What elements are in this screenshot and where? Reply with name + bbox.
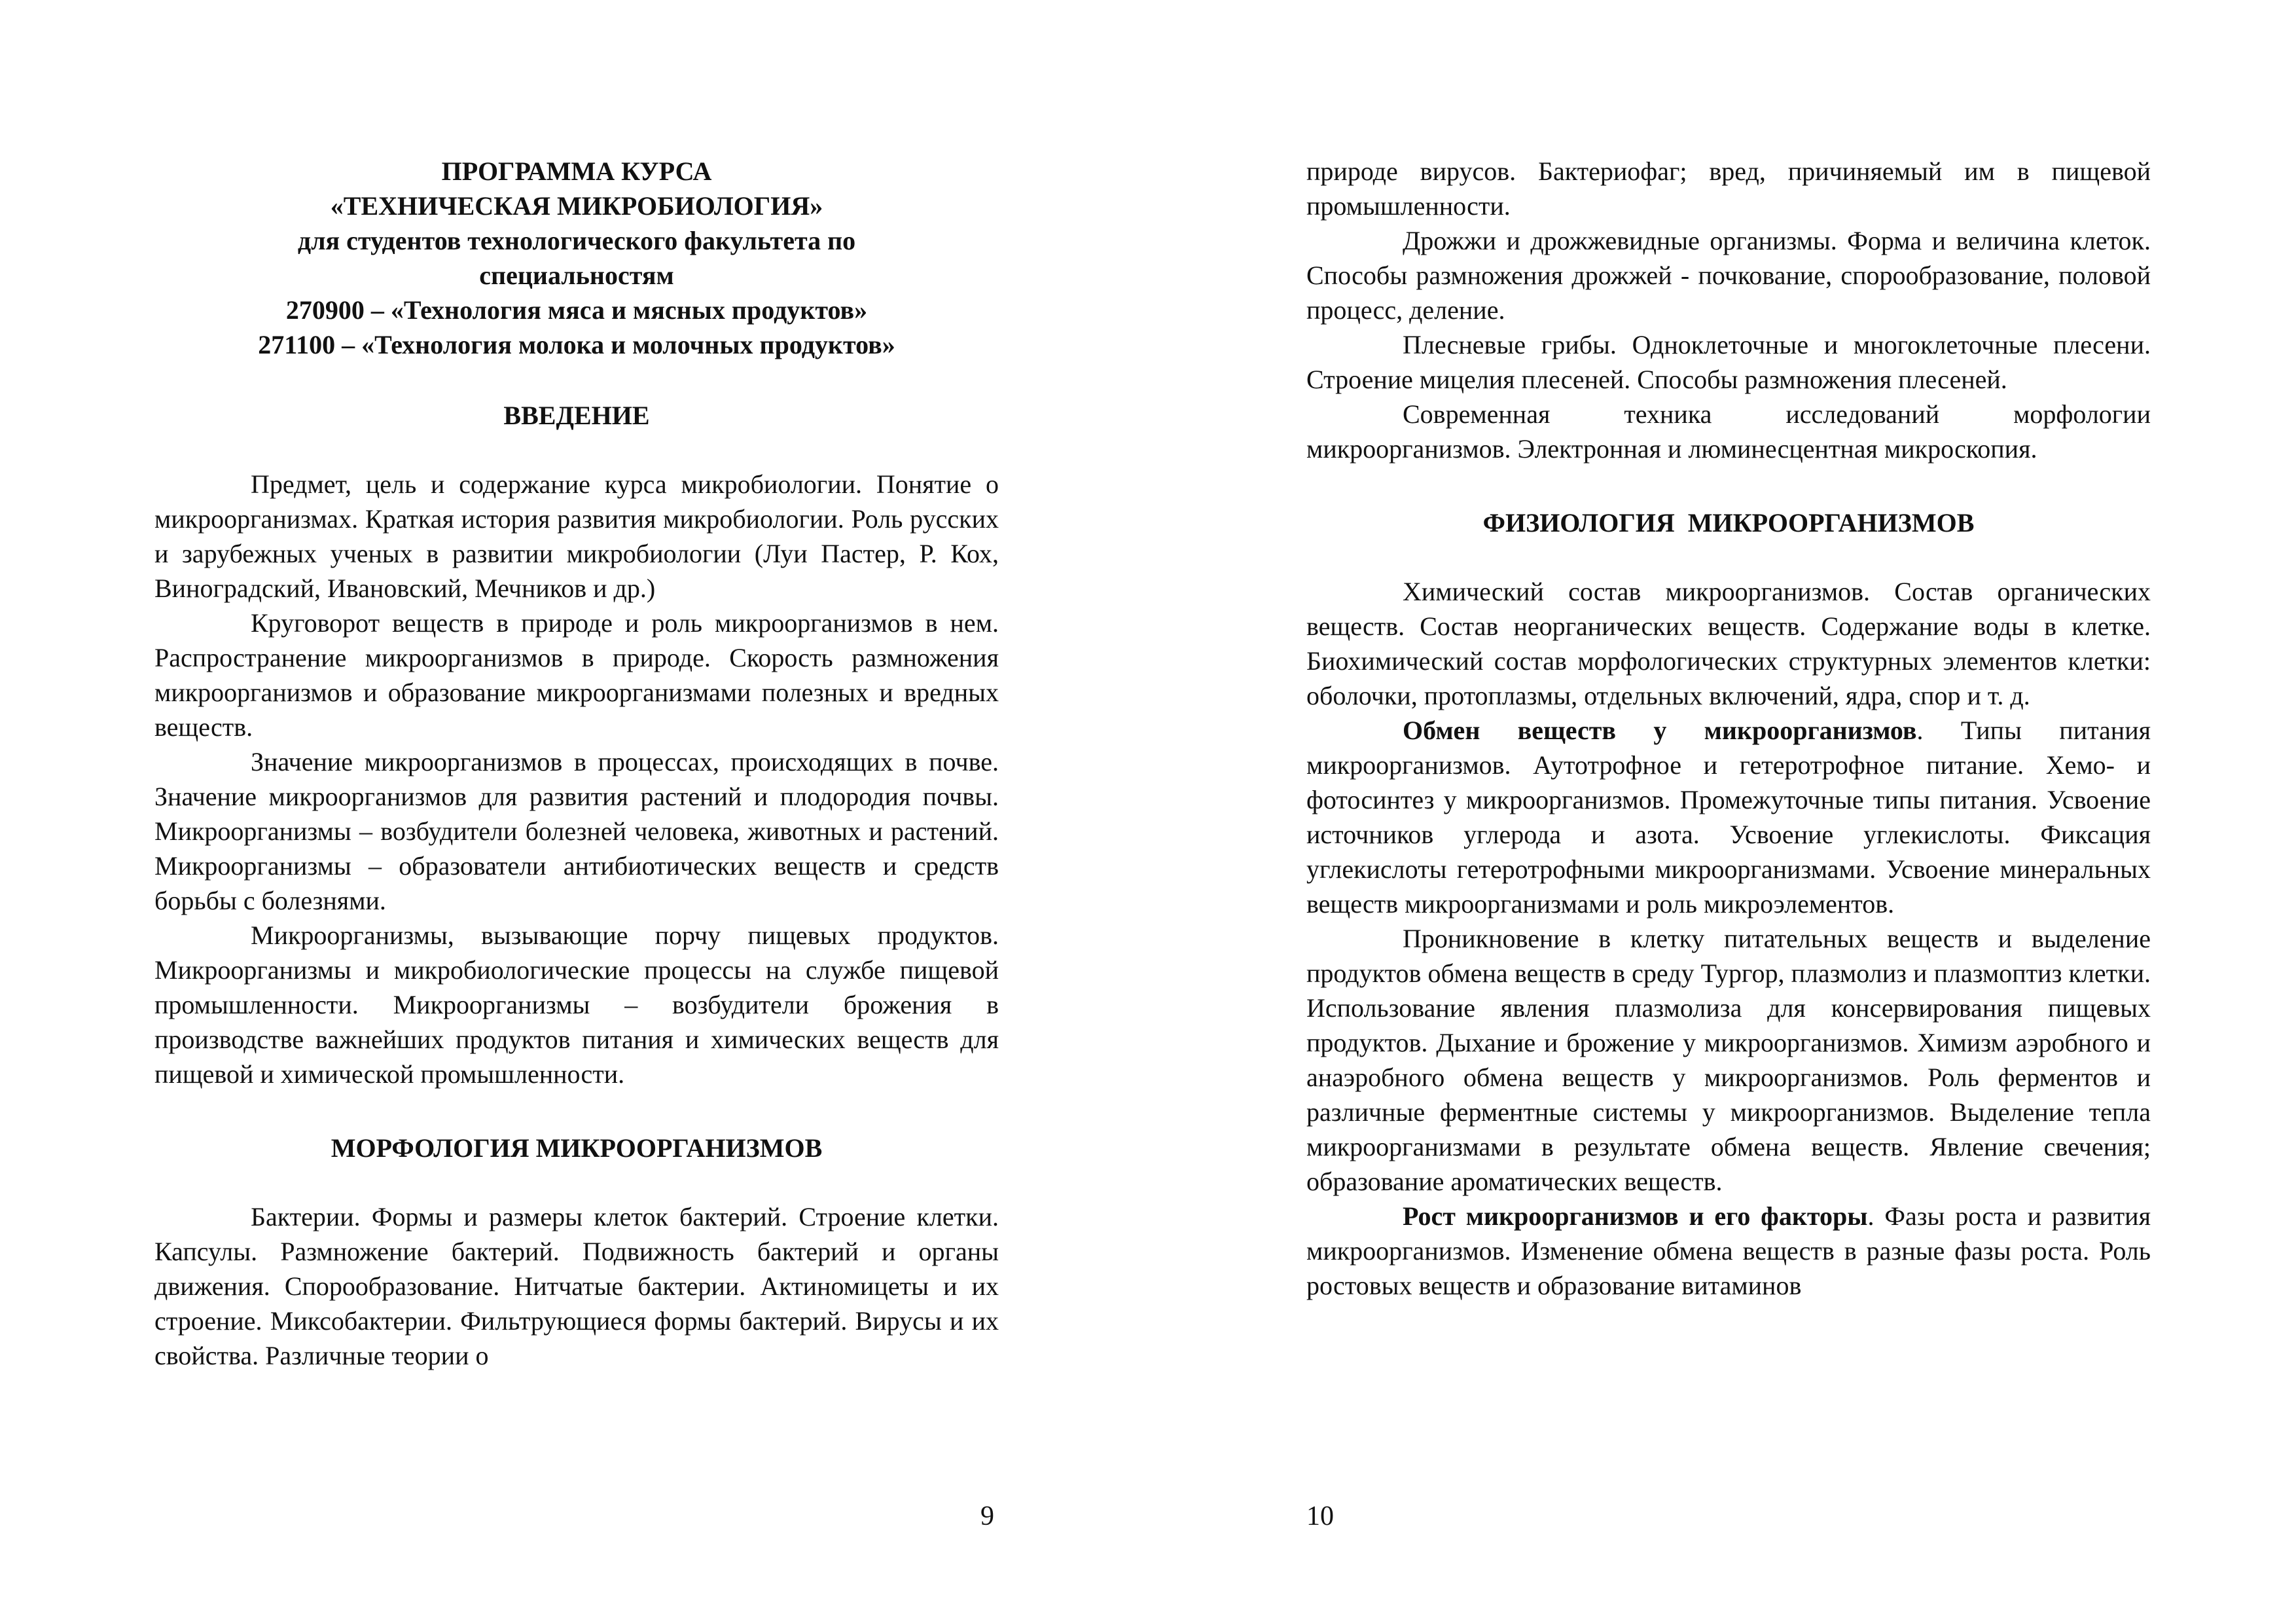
- page-number-left: 9: [980, 1501, 994, 1531]
- right-page-content: [1306, 154, 2151, 1303]
- morphology-paragraph: Дрожжи и дрожжевидные организмы. Форма и величина клеток. Способы размножения дрожжей - почкование, спорообразование, половой процесс, деление.: [1306, 226, 2151, 325]
- physiology-heading: ФИЗИОЛОГИЯ МИКРООРГАНИЗМОВ: [1482, 508, 1975, 538]
- title-line-2: «ТЕХНИЧЕСКАЯ МИКРОБИОЛОГИЯ»: [330, 191, 823, 221]
- morphology-heading: МОРФОЛОГИЯ МИКРООРГАНИЗМОВ: [331, 1133, 823, 1163]
- physiology-paragraph: [1306, 1199, 2151, 1303]
- title-line-5: 270900 – «Технология мяса и мясных продуктов»: [285, 295, 868, 325]
- intro-paragraph: Микроорганизмы, вызывающие порчу пищевых продуктов. Микроорганизмы и микробиологические процессы на службе пищевой промышленности. Микроорганизмы – возбудители брожения в производстве важнейших продуктов питания и химических веществ для пищевой и химической промышленности.: [154, 921, 999, 1089]
- morphology-paragraph: Плесневые грибы. Одноклеточные и многоклеточные плесени. Строение мицелия плесеней. Способы размножения плесеней.: [1306, 330, 2151, 394]
- morphology-paragraph: Современная техника исследований морфологии микроорганизмов. Электронная и люминесцентная микроскопия.: [1306, 399, 2151, 464]
- course-title-block: [154, 154, 999, 362]
- page-number-right: 10: [1306, 1501, 1334, 1531]
- physiology-paragraph: Проникновение в клетку питательных веществ и выделение продуктов обмена веществ в среду Тургор, плазмолиз и плазмоптиз клетки. Использование явления плазмолиза для консервирования пищевых продуктов. Дыхание и брожение у микроорганизмов. Химизм аэробного и анаэробного обмена веществ у микроорганизмов. Роль ферментов и различные ферментные системы у микроорганизмов. Выделение тепла микроорганизмами в результате обмена веществ. Явление свечения; образование ароматических веществ.: [1306, 924, 2151, 1196]
- physiology-paragraph: Химический состав микроорганизмов. Состав органических веществ. Состав неорганических веществ. Содержание воды в клетке. Биохимический состав морфологических структурных элементов клетки: оболочки, протоплазмы, отдельных включений, ядра, спор и т. д.: [1306, 577, 2151, 710]
- morphology-paragraph: Бактерии. Формы и размеры клеток бактерий. Строение клетки. Капсулы. Размножение бактерий. Подвижность бактерий и органы движения. Спорообразование. Нитчатые бактерии. Актиномицеты и их строение. Миксобактерии. Фильтрующиеся формы бактерий. Вирусы и их свойства. Различные теории о: [154, 1202, 999, 1370]
- intro-heading: ВВЕДЕНИЕ: [503, 401, 650, 430]
- title-line-6: 271100 – «Технология молока и молочных продуктов»: [258, 330, 895, 359]
- bold-term: Обмен веществ у микроорганизмов: [1403, 716, 1917, 745]
- title-line-4: специальностям: [479, 261, 674, 290]
- continuation-paragraph: природе вирусов. Бактериофаг; вред, причиняемый им в пищевой промышленности.: [1306, 156, 2151, 221]
- title-line-3: для студентов технологического факультета по: [297, 226, 856, 255]
- physiology-paragraph: [1306, 713, 2151, 921]
- title-line-1: ПРОГРАММА КУРСА: [441, 156, 712, 186]
- left-page-content: [154, 154, 999, 1373]
- right-page: [1306, 0, 2151, 1623]
- intro-paragraph: Значение микроорганизмов в процессах, происходящих в почве. Значение микроорганизмов для развития растений и плодородия почвы. Микроорганизмы – возбудители болезней человека, животных и растений. Микроорганизмы – образователи антибиотических веществ и средств борьбы с болезнями.: [154, 747, 999, 915]
- paragraph-text: . Типы питания микроорганизмов. Аутотрофное и гетеротрофное питание. Хемо- и фотосинтез у микроорганизмов. Промежуточные типы питания. Усвоение источников углерода и азота. Усвоение углекислоты. Фиксация углекислоты гетеротрофными микроорганизмами. Усвоение минеральных веществ микроорганизмами и роль микроэлементов.: [1306, 716, 2151, 919]
- paragraph-text: . Фазы роста и развития микроорганизмов. Изменение обмена веществ в разные фазы роста. Роль ростовых веществ и образование витаминов: [1306, 1201, 2151, 1300]
- intro-paragraph: Предмет, цель и содержание курса микробиологии. Понятие о микроорганизмах. Краткая история развития микробиологии. Роль русских и зарубежных ученых в развитии микробиологии (Луи Пастер, Р. Кох, Виноградский, Ивановский, Мечников и др.): [154, 469, 999, 603]
- intro-paragraph: Круговорот веществ в природе и роль микроорганизмов в нем. Распространение микроорганизмов в природе. Скорость размножения микроорганизмов и образование микроорганизмами полезных и вредных веществ.: [154, 608, 999, 742]
- bold-term: Рост микроорганизмов и его факторы: [1403, 1201, 1868, 1231]
- left-page: [154, 0, 999, 1623]
